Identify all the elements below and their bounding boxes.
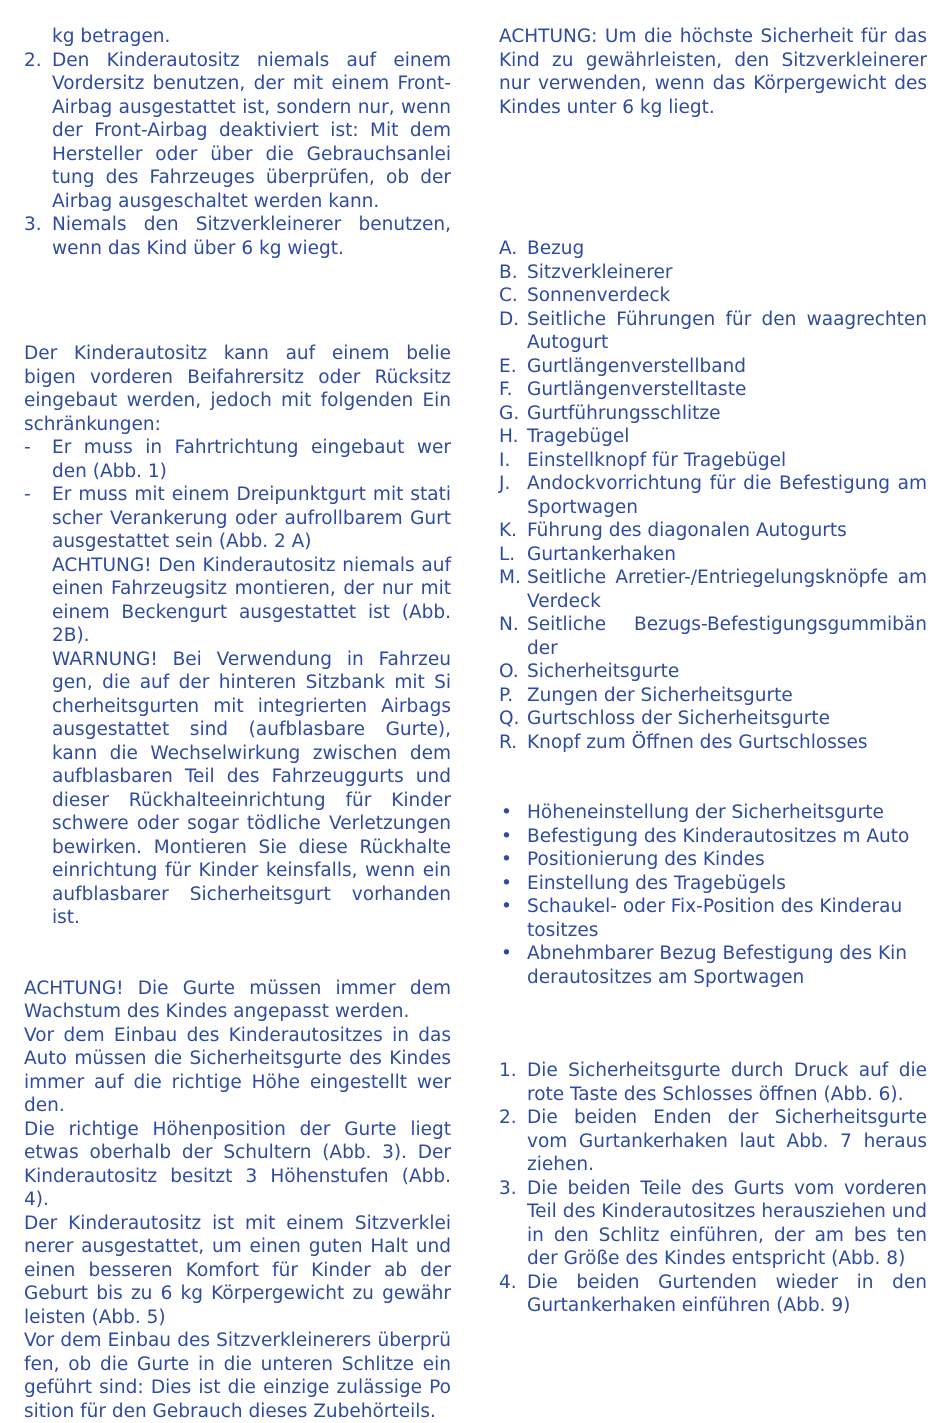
bullet-item: [499, 895, 927, 942]
belt-paragraph: ACHTUNG! Die Gurte müssen immer dem Wachstum des Kindes angepasst werden.: [24, 977, 451, 1022]
item-text: Befestigung des Kinderautositzes m Auto: [527, 825, 910, 847]
belt-paragraph: Vor dem Einbau des Sitzverkleinerers überprü fen, ob die Gurte in die unteren Schlitze ein geführt sind: Dies ist die einzige zulässige Po sition für den Gebrauch dieses Zubehörteils.: [24, 1330, 451, 1422]
item-letter: L.: [499, 543, 516, 565]
item-text: Gurtankerhaken: [527, 543, 676, 565]
item-letter: M.: [499, 567, 521, 588]
airbag-belt-warning: WARNUNG! Bei Verwendung in Fahrzeu gen, die auf der hinteren Sitzbank mit Si cherheitsgurten mit integrierten Airbags ausgestattet sind (aufblasbare Gurte), kann die Wechselwirkung zwischen dem aufblasbaren Teil des Fahrzeuggurts und dieser Rückhalteeinrichtung für Kinder schwere oder sogar tödliche Verletzungen bewirken. Montieren Sie diese Rückhalte einrichtung für Kinder keinsfalls, wenn ein aufblasbarer Sicherheitsgurt vorhanden ist.: [52, 648, 451, 928]
left-column: [24, 25, 451, 1423]
item-letter: F.: [499, 379, 513, 400]
list-item: [499, 613, 927, 660]
item-text: Den Kinderautositz niemals auf einem Vordersitz benutzen, der mit einem Front-Airbag ausgestattet ist, sondern nur, wenn der Front-Airbag deaktiviert ist: Mit dem Hersteller oder über die Gebrauchsanlei tung des Fahrzeuges überprüfen, ob der Airbag ausgeschaltet werden kann.: [52, 49, 451, 212]
item-text: Führung des diagonalen Autogurts: [527, 520, 847, 541]
bullet-marker: •: [501, 943, 512, 964]
item-letter: Q.: [499, 708, 520, 729]
bullet-marker: •: [501, 896, 512, 917]
belt-paragraph: Die richtige Höhenposition der Gurte liegt etwas oberhalb der Schultern (Abb. 3). Der Kinderautositz besitzt 3 Höhenstufen (Abb. 4).: [24, 1118, 451, 1210]
item-letter: E.: [499, 355, 517, 377]
item-text: Gurtschloss der Sicherheitsgurte: [527, 708, 830, 729]
bullet-item: [499, 825, 927, 849]
installation-intro: Der Kinderautositz kann auf einem belie bigen vorderen Beifahrersitz oder Rücksitz eingebaut werden, jedoch mit folgenden Ein schränkungen:: [24, 343, 451, 435]
item-text: Seitliche Führungen für den waagrechten Autogurt: [527, 308, 927, 353]
item-text: Abnehmbarer Bezug Befestigung des Kin derautositzes am Sportwagen: [527, 943, 907, 988]
item-text: Höheneinstellung der Sicherheitsgurte: [527, 802, 884, 823]
bullet-item: [499, 848, 927, 872]
item-letter: I.: [499, 449, 511, 471]
list-item: [499, 237, 927, 261]
item-text: Sonnenverdeck: [527, 285, 671, 306]
item-text: Schaukel- oder Fix-Position des Kinderau tositzes: [527, 896, 903, 941]
step-text: Die Sicherheitsgurte durch Druck auf die rote Taste des Schlosses öffnen (Abb. 6).: [527, 1060, 927, 1105]
item-letter: B.: [499, 261, 518, 283]
list-item: [499, 449, 927, 473]
list-item: [499, 425, 927, 449]
list-item: [499, 660, 927, 684]
list-item: [499, 731, 927, 755]
right-column: [499, 25, 927, 1318]
item-letter: A.: [499, 238, 518, 259]
warning-item: [24, 213, 451, 260]
warning-item: [24, 49, 451, 214]
item-letter: G.: [499, 402, 520, 424]
bullet-marker: •: [501, 849, 512, 870]
list-item: [499, 684, 927, 708]
step-text: Die beiden Teile des Gurts vom vorderen Teil des Kinderautositzes herausziehen und in den Schlitz einführen, der am bes ten der Größe des Kindes entspricht (Abb. 8): [527, 1177, 927, 1269]
bullet-item: [499, 872, 927, 896]
item-text: Er muss mit einem Dreipunktgurt mit stati scher Verankerung oder aufrollbarem Gurt ausgestattet sein (Abb. 2 A): [52, 484, 451, 552]
list-item: [499, 378, 927, 402]
item-text: Einstellknopf für Tragebügel: [527, 449, 787, 471]
restriction-item: [24, 436, 451, 483]
list-item: [499, 566, 927, 613]
list-item: [499, 355, 927, 379]
steps-list: [499, 1059, 927, 1318]
item-letter: R.: [499, 731, 518, 753]
belt-paragraph: Der Kinderautositz ist mit einem Sitzverklei nerer ausgestattet, um einen guten Halt und einen besseren Komfort für Kinder ab der Geburt bis zu 6 kg Körpergewicht zu gewähr leisten (Abb. 5): [24, 1212, 451, 1328]
restriction-item: [24, 483, 451, 554]
list-item: [499, 543, 927, 567]
step-item: [499, 1177, 927, 1271]
step-number: 3.: [499, 1177, 517, 1199]
item-text: Einstellung des Tragebügels: [527, 872, 786, 894]
belt-paragraph: Vor dem Einbau des Kinderautositzes in das Auto müssen die Sicherheitsgurte des Kindes immer auf die richtige Höhe eingestellt wer den.: [24, 1024, 451, 1116]
step-number: 2.: [499, 1107, 517, 1128]
item-letter: O.: [499, 661, 519, 682]
bullet-marker: •: [501, 872, 512, 894]
item-text: Seitliche Arretier-/Entriegelungsknöpfe am Verdeck: [527, 567, 927, 612]
list-item: [499, 402, 927, 426]
item-letter: D.: [499, 308, 520, 330]
item-text: Niemals den Sitzverkleinerer benutzen, wenn das Kind über 6 kg wiegt.: [52, 214, 451, 259]
reducer-warning: ACHTUNG: Um die höchste Sicherheit für das Kind zu gewährleisten, den Sitzverkleinerer nur verwenden, wenn das Körpergewicht des Kindes unter 6 kg liegt.: [499, 26, 927, 118]
item-text: Er muss in Fahrtrichtung eingebaut wer den (Abb. 1): [52, 437, 451, 482]
bullet-marker: •: [501, 802, 512, 823]
dash-marker: -: [24, 437, 31, 458]
item-text: Sitzverkleinerer: [527, 261, 673, 283]
item-text: Sicherheitsgurte: [527, 661, 680, 682]
bullet-marker: •: [501, 825, 512, 847]
step-text: Die beiden Enden der Sicherheitsgurte vom Gurtankerhaken laut Abb. 7 heraus ziehen.: [527, 1107, 927, 1175]
item-number: 2.: [24, 49, 42, 71]
step-number: 4.: [499, 1271, 517, 1293]
item-text: Tragebügel: [527, 426, 630, 447]
bullet-item: [499, 801, 927, 825]
item-text: Andockvorrichtung für die Befestigung am Sportwagen: [527, 473, 927, 518]
step-text: Die beiden Gurtenden wieder in den Gurtankerhaken einführen (Abb. 9): [527, 1271, 927, 1316]
item-letter: P.: [499, 684, 514, 706]
item-letter: C.: [499, 285, 518, 306]
list-item: [499, 308, 927, 355]
components-list: [499, 237, 927, 754]
list-item: [499, 261, 927, 285]
item-text: Seitliche Bezugs-Befestigungsgummibän der: [527, 614, 927, 659]
features-list: [499, 801, 927, 989]
item-text: Gurtlängenverstellband: [527, 355, 747, 377]
continuation-text: kg betragen.: [52, 26, 171, 47]
item-letter: H.: [499, 426, 519, 447]
item-text: Gurtlängenverstelltaste: [527, 379, 747, 400]
item-text: Knopf zum Öffnen des Gurtschlosses: [527, 731, 868, 753]
item-letter: J.: [499, 473, 511, 494]
step-item: [499, 1271, 927, 1318]
step-number: 1.: [499, 1060, 517, 1081]
item-number: 3.: [24, 214, 42, 235]
list-item: [499, 472, 927, 519]
step-item: [499, 1059, 927, 1106]
dash-marker: -: [24, 484, 31, 505]
lap-belt-warning: ACHTUNG! Den Kinderautositz niemals auf einen Fahrzeugsitz montieren, der nur mit einem Beckengurt ausgestattet ist (Abb. 2B).: [52, 554, 451, 646]
item-text: Gurtführungsschlitze: [527, 402, 721, 424]
bullet-item: [499, 942, 927, 989]
item-text: Zungen der Sicherheitsgurte: [527, 684, 793, 706]
item-letter: N.: [499, 614, 519, 635]
list-item: [499, 519, 927, 543]
list-item: [499, 284, 927, 308]
item-text: Positionierung des Kindes: [527, 849, 765, 870]
step-item: [499, 1106, 927, 1177]
item-text: Bezug: [527, 238, 585, 259]
item-letter: K.: [499, 520, 518, 541]
list-item: [499, 707, 927, 731]
